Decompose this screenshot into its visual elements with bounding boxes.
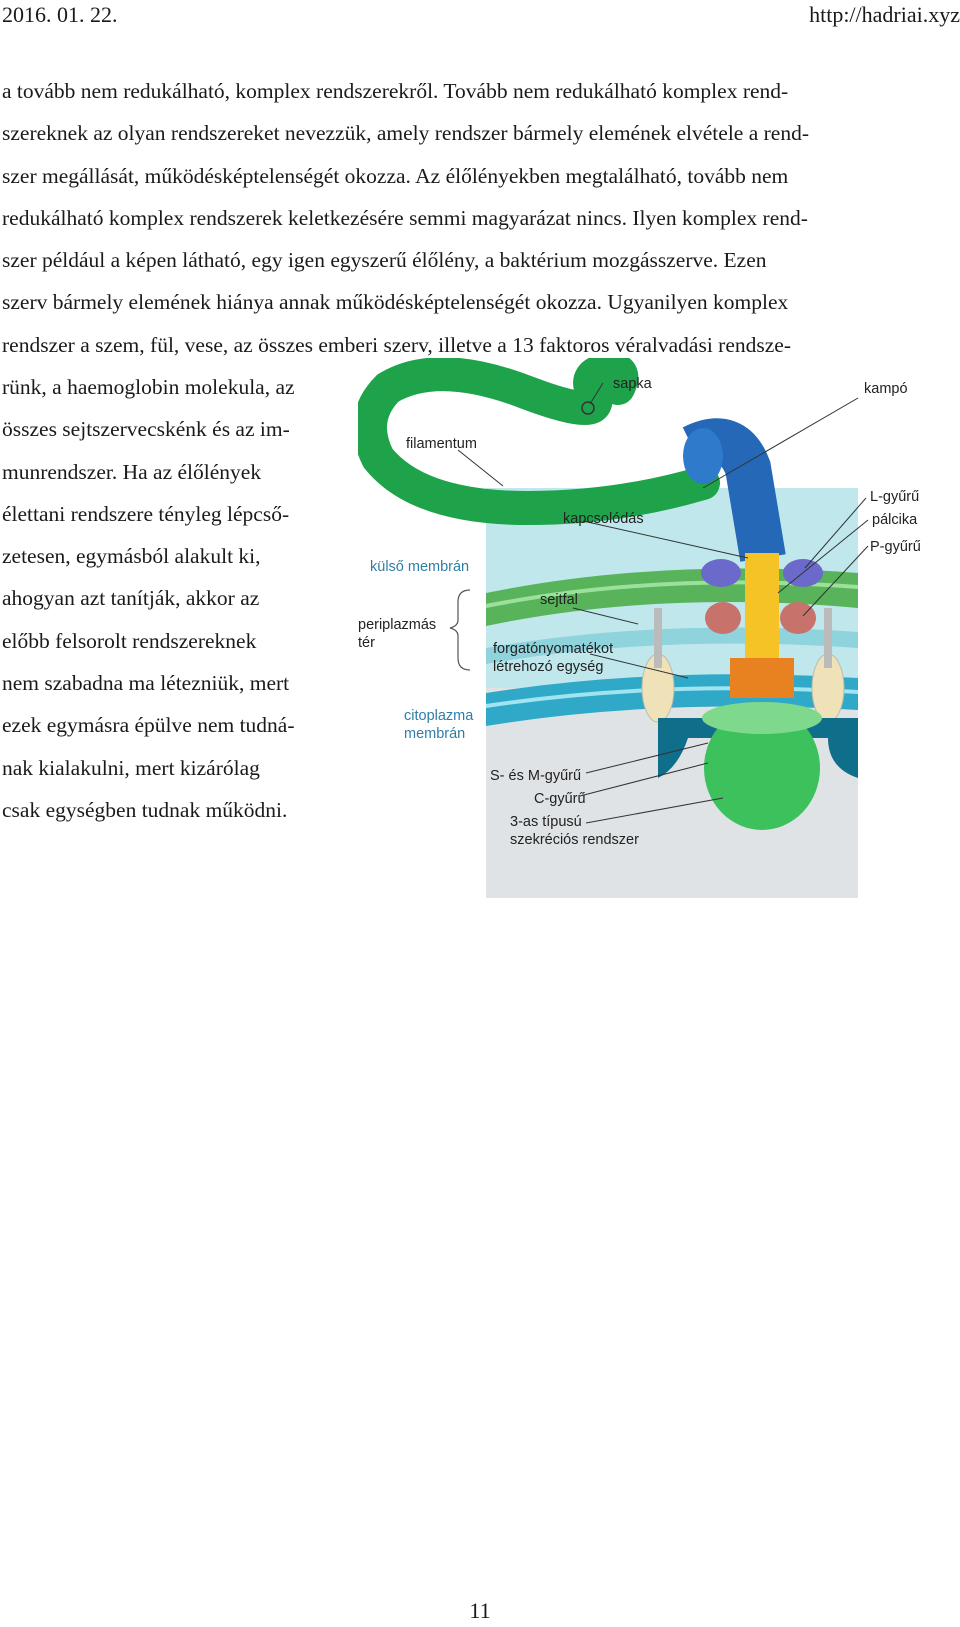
text-line: rendszer a szem, fül, vese, az összes emberi szerv, illetve a 13 faktoros véralvadási rendsze-: [2, 332, 791, 357]
page-number: 11: [469, 1598, 491, 1623]
text-line: nem szabadna ma létezniük, mert: [2, 671, 290, 696]
body-paragraph-wrapped: [2, 366, 362, 831]
label-kulso-membran: külső membrán: [370, 559, 470, 575]
text-line: csak egységben tudnak működni.: [2, 797, 288, 822]
text-line: élettani rendszere tényleg lépcső-: [2, 501, 290, 526]
rod: [745, 553, 779, 673]
text-line: szer például a képen látható, egy igen egyszerű élőlény, a baktérium mozgásszerve. Ezen: [2, 248, 767, 273]
text-line: ezek egymásra épülve nem tudná-: [2, 713, 295, 738]
periplasm-bracket: [450, 590, 470, 670]
text-line: ahogyan azt tanítják, akkor az: [2, 586, 260, 611]
text-line: szer megállását, működésképtelenségét okozza. Az élőlényekben megtalálható, tovább nem: [2, 163, 789, 188]
sm-ring: [702, 702, 822, 734]
hook-junction: [683, 428, 723, 484]
rod-base: [730, 658, 794, 698]
flagellum-diagram: [358, 358, 960, 903]
text-line: zetesen, egymásból alakult ki,: [2, 544, 261, 569]
l-ring-left: [701, 559, 741, 587]
label-l-gyuru: L-gyűrű: [870, 489, 920, 505]
text-line: redukálható komplex rendszerek keletkezésére semmi magyarázat nincs. Ilyen komplex rend-: [2, 205, 808, 230]
label-forgato-1: forgatónyomatékot: [493, 641, 614, 657]
text-line: szereknek az olyan rendszereket nevezzük, amely rendszer bármely elemének elvétele a rend-: [2, 121, 809, 146]
label-palcika: pálcika: [872, 512, 918, 528]
text-line: előbb felsorolt rendszereknek: [2, 628, 257, 653]
text-line: rünk, a haemoglobin molekula, az: [2, 375, 295, 399]
label-periplazmas: periplazmás: [358, 617, 437, 633]
text-line: munrendszer. Ha az élőlények: [2, 459, 262, 484]
label-szekrecios-2: szekréciós rendszer: [510, 832, 639, 848]
label-p-gyuru: P-gyűrű: [870, 539, 921, 555]
p-ring-right: [780, 602, 816, 634]
header-url: http://hadriai.xyz: [809, 2, 960, 27]
p-ring-left: [705, 602, 741, 634]
text-line: összes sejtszervecskénk és az im-: [2, 417, 290, 442]
header-date: 2016. 01. 22.: [2, 2, 118, 27]
flagellum-svg: [358, 358, 960, 903]
label-sejtfal: sejtfal: [540, 592, 578, 608]
label-filamentum: filamentum: [406, 436, 477, 452]
label-sapka: sapka: [613, 376, 652, 392]
label-citoplazma-2: membrán: [404, 726, 466, 742]
body-paragraph: [2, 70, 952, 366]
stator-pin-left: [654, 608, 662, 668]
label-kapcsolodas: kapcsolódás: [563, 511, 644, 527]
label-forgato-2: létrehozó egység: [493, 659, 604, 675]
text-line: szerv bármely elemének hiánya annak működésképtelenségét okozza. Ugyanilyen komplex: [2, 290, 789, 315]
label-sm-gyuru: S- és M-gyűrű: [490, 768, 582, 784]
label-kampo: kampó: [864, 381, 908, 397]
label-szekrecios-1: 3-as típusú: [510, 814, 582, 830]
label-c-gyuru: C-gyűrű: [534, 791, 586, 807]
text-line: nak kialakulni, mert kizárólag: [2, 755, 260, 780]
text-line: a tovább nem redukálható, komplex rendszerekről. Tovább nem redukálható komplex rend-: [2, 79, 789, 103]
label-ter: tér: [358, 635, 375, 651]
label-citoplazma-1: citoplazma: [404, 708, 474, 724]
stator-pin-right: [824, 608, 832, 668]
